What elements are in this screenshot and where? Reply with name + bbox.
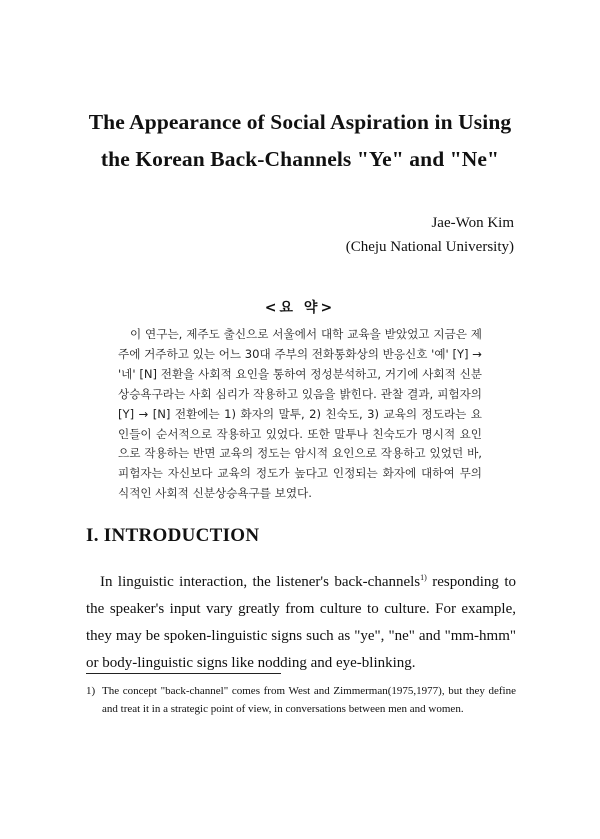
author-affiliation: (Cheju National University) [345,239,514,255]
paper-title [40,104,560,178]
footnote-text: The concept "back-channel" comes from West and Zimmerman(1975,1977), but they define and treat it in a strategic point of view, in conversations between men and women. [102,685,516,715]
abstract-block [118,325,482,504]
author-name: Jae-Won Kim [431,215,514,231]
body-text-after: responding to the speaker's input vary greatly from culture to culture. For example, they may be spoken-linguistic signs such as "ye", "ne" and "mm-hmm" or body-linguistic signs like nodding and eye-blinking. [86,574,516,671]
paper-title-line-2: the Korean Back-Channels "Ye" and "Ne" [100,147,500,171]
footnote-mark: 1) [86,685,96,697]
body-text-before: In linguistic interaction, the listener's back-channels [100,574,421,590]
section-heading: I. INTRODUCTION [86,525,260,546]
footnote [86,682,516,718]
body-text-block [86,569,516,677]
author-block [346,211,514,259]
footnote-divider [86,673,281,674]
body-paragraph [86,569,516,677]
abstract-heading: <요 약> [264,300,336,316]
abstract-text: 이 연구는, 제주도 출신으로 서울에서 대학 교육을 받았었고 지금은 제주에 거주하고 있는 어느 30대 주부의 전화통화상의 반응신호 '예' [Y] → '네' [N] 전환을 사회적 요인을 통하여 정성분석하고, 거기에 사회적 신분상승욕구라는 사회 심리가 작용하고 있음을 밝힌다. 관찰 결과, 피험자의 [Y] → [N] 전환에는 1) 화자의 말투, 2) 친숙도, 3) 교육의 정도라는 요인들이 순서적으로 작용하고 있었다. 또한 말투나 친숙도가 명시적 요인으로 작용하는 반면 교육의 정도는 암시적 요인으로 작용하고 있었던 바, 피험자는 자신보다 교육의 정도가 높다고 인정되는 화자에 대하여 무의식적인 사회적 신분상승욕구를 보였다. [118,327,482,501]
footnote-reference[interactable]: 1) [420,573,427,582]
paper-title-line-1: The Appearance of Social Aspiration in Using [88,110,512,134]
